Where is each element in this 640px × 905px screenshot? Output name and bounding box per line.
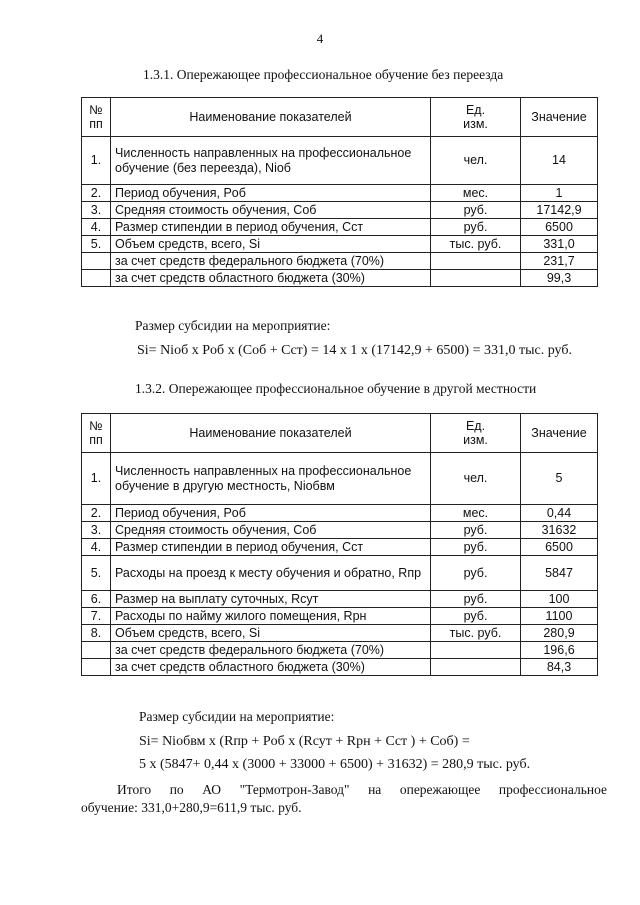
row-unit: мес.	[431, 185, 521, 202]
row-num: 2.	[82, 185, 111, 202]
table-row	[82, 505, 598, 522]
row-unit	[431, 253, 521, 270]
row-value: 6500	[521, 219, 598, 236]
table-row	[82, 625, 598, 642]
row-value: 5847	[521, 556, 598, 591]
row-num: 1.	[82, 453, 111, 505]
col-num-header: № пп	[82, 414, 111, 453]
row-value: 99,3	[521, 270, 598, 287]
table-row	[82, 522, 598, 539]
row-num: 6.	[82, 591, 111, 608]
formula-1: Si= Nioб x Pоб x (Cоб + Cст) = 14 x 1 x (17142,9 + 6500) = 331,0 тыс. руб.	[137, 343, 572, 358]
col-num-header: № пп	[82, 98, 111, 137]
row-num: 5.	[82, 556, 111, 591]
row-value: 0,44	[521, 505, 598, 522]
row-name: Численность направленных на профессиональное обучение в другую местность, Nioбвм	[111, 453, 431, 505]
formula-2-line-2: 5 x (5847+ 0,44 x (3000 + 33000 + 6500) + 31632) = 280,9 тыс. руб.	[139, 757, 531, 772]
row-value: 6500	[521, 539, 598, 556]
row-unit: руб.	[431, 539, 521, 556]
table-row	[82, 659, 598, 676]
subsidy-label-1: Размер субсидии на мероприятие:	[135, 318, 331, 333]
row-name: за счет средств областного бюджета (30%)	[111, 659, 431, 676]
col-unit-header: Ед. изм.	[431, 98, 521, 137]
row-value: 280,9	[521, 625, 598, 642]
section-2-title: 1.3.2. Опережающее профессиональное обучение в другой местности	[135, 381, 537, 396]
subsidy-label-2: Размер субсидии на мероприятие:	[139, 709, 335, 724]
page-number: 4	[316, 31, 324, 46]
row-name: за счет средств областного бюджета (30%)	[111, 270, 431, 287]
row-unit	[431, 270, 521, 287]
col-name-header: Наименование показателей	[111, 414, 431, 453]
row-name: Период обучения, Pоб	[111, 505, 431, 522]
row-name: Средняя стоимость обучения, Cоб	[111, 202, 431, 219]
row-name: Расходы по найму жилого помещения, Rрн	[111, 608, 431, 625]
row-name: за счет средств федерального бюджета (70%)	[111, 642, 431, 659]
row-unit: руб.	[431, 591, 521, 608]
table-row	[82, 236, 598, 253]
row-name: Размер стипендии в период обучения, Cст	[111, 219, 431, 236]
table-row	[82, 270, 598, 287]
formula-2-line-1: Si= Nioбвм x (Rпр + Pоб x (Rсут + Rрн + Cст ) + Cоб) =	[139, 734, 470, 749]
row-name: Объем средств, всего, Si	[111, 625, 431, 642]
row-name: Расходы на проезд к месту обучения и обратно, Rпр	[111, 556, 431, 591]
row-num: 4.	[82, 539, 111, 556]
row-value: 331,0	[521, 236, 598, 253]
total-line-1: Итого по АО "Термотрон-Завод" на опережающее профессиональное	[117, 782, 607, 797]
row-unit: руб.	[431, 202, 521, 219]
row-unit: чел.	[431, 453, 521, 505]
row-value: 14	[521, 137, 598, 185]
row-value: 1100	[521, 608, 598, 625]
table-section-1	[81, 97, 598, 287]
table-row	[82, 642, 598, 659]
table-row	[82, 219, 598, 236]
table-row	[82, 253, 598, 270]
row-value: 84,3	[521, 659, 598, 676]
col-name-header: Наименование показателей	[111, 98, 431, 137]
row-num: 3.	[82, 202, 111, 219]
col-unit-header: Ед. изм.	[431, 414, 521, 453]
row-value: 231,7	[521, 253, 598, 270]
table-row	[82, 202, 598, 219]
row-num: 2.	[82, 505, 111, 522]
table-row	[82, 556, 598, 591]
table-row	[82, 539, 598, 556]
row-name: Средняя стоимость обучения, Cоб	[111, 522, 431, 539]
row-value: 31632	[521, 522, 598, 539]
row-num: 5.	[82, 236, 111, 253]
row-name: Размер стипендии в период обучения, Cст	[111, 539, 431, 556]
row-unit: руб.	[431, 556, 521, 591]
row-unit	[431, 659, 521, 676]
table-section-2	[81, 413, 598, 676]
table-header-row	[82, 414, 598, 453]
section-1-title: 1.3.1. Опережающее профессиональное обучение без переезда	[143, 67, 504, 82]
table-row	[82, 608, 598, 625]
row-unit: руб.	[431, 522, 521, 539]
row-name: Размер на выплату суточных, Rсут	[111, 591, 431, 608]
row-name: Объем средств, всего, Si	[111, 236, 431, 253]
total-line-2: обучение: 331,0+280,9=611,9 тыс. руб.	[81, 800, 302, 815]
row-num	[82, 659, 111, 676]
row-unit: руб.	[431, 219, 521, 236]
row-num	[82, 270, 111, 287]
col-value-header: Значение	[521, 98, 598, 137]
table-header-row	[82, 98, 598, 137]
row-name: за счет средств федерального бюджета (70%)	[111, 253, 431, 270]
row-num	[82, 253, 111, 270]
row-name: Численность направленных на профессиональное обучение (без переезда), Nioб	[111, 137, 431, 185]
row-num	[82, 642, 111, 659]
row-num: 1.	[82, 137, 111, 185]
col-value-header: Значение	[521, 414, 598, 453]
row-value: 17142,9	[521, 202, 598, 219]
row-num: 4.	[82, 219, 111, 236]
row-unit: мес.	[431, 505, 521, 522]
row-name: Период обучения, Pоб	[111, 185, 431, 202]
row-num: 7.	[82, 608, 111, 625]
row-unit	[431, 642, 521, 659]
row-value: 196,6	[521, 642, 598, 659]
row-unit: тыс. руб.	[431, 236, 521, 253]
row-value: 5	[521, 453, 598, 505]
row-unit: чел.	[431, 137, 521, 185]
table-row	[82, 453, 598, 505]
table-row	[82, 185, 598, 202]
row-unit: руб.	[431, 608, 521, 625]
row-num: 8.	[82, 625, 111, 642]
row-num: 3.	[82, 522, 111, 539]
row-value: 100	[521, 591, 598, 608]
table-row	[82, 591, 598, 608]
row-unit: тыс. руб.	[431, 625, 521, 642]
table-row	[82, 137, 598, 185]
row-value: 1	[521, 185, 598, 202]
